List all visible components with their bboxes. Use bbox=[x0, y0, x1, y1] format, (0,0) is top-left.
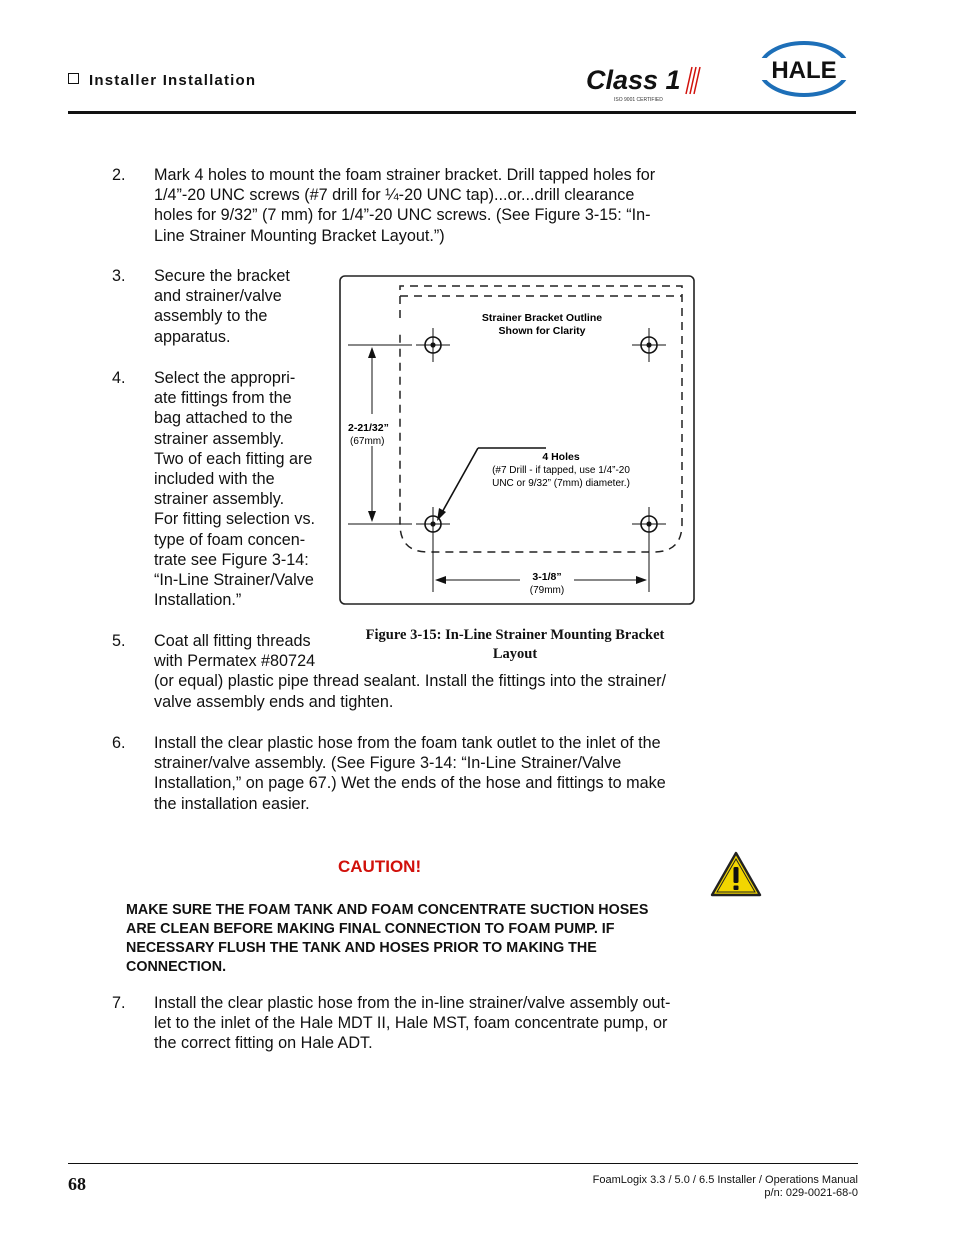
step-5: 5. Coat all fitting threads with Permatex #80724 (or equal) plastic pipe thread sealant. Install the fittings into the strainer/ valve assembly ends and tighten. bbox=[112, 632, 666, 711]
step-7: 7. Install the clear plastic hose from the in-line strainer/valve assembly out- let to the inlet of the Hale MDT II, Hale MST, foam concentrate pump, or the correct fitting on Hale ADT. bbox=[112, 994, 671, 1053]
holes-label-line-2: (#7 Drill - if tapped, use 1/4”-20 bbox=[492, 465, 630, 476]
class1-logo-stripes-icon bbox=[686, 67, 700, 94]
vertical-dim-imperial: 2-21/32” bbox=[348, 422, 389, 434]
step-2-text: Mark 4 holes to mount the foam strainer bracket. Drill tapped holes for 1/4”-20 UNC screws (#7 drill for ¼-20 UNC tap)...or...drill clearance holes for 9/32” (7 mm) for 1/4”-20 UNC screws. (See Figure 3-15: “In- Line Strainer Mounting Bracket Layout.”) bbox=[154, 166, 656, 245]
part-number: p/n: 029-0021-68-0 bbox=[764, 1187, 858, 1199]
class1-logo-text: Class 1 bbox=[586, 65, 681, 95]
hale-logo-text: HALE bbox=[771, 57, 837, 84]
header-rule bbox=[68, 111, 856, 114]
step-3: 3. Secure the bracket and strainer/valve assembly to the apparatus. bbox=[112, 267, 290, 346]
caution-title: CAUTION! bbox=[338, 857, 422, 876]
caution-text: MAKE SURE THE FOAM TANK AND FOAM CONCENTRATE SUCTION HOSES ARE CLEAN BEFORE MAKING FINAL CONNECTION TO FOAM PUMP. IF NECESSARY FLUSH THE TANK AND HOSES PRIOR TO MAKING THE CONNECTION. bbox=[126, 902, 649, 975]
page-number: 68 bbox=[68, 1174, 86, 1194]
horizontal-dim-imperial: 3-1/8” bbox=[532, 571, 562, 583]
step-3-text: Secure the bracket and strainer/valve assembly to the apparatus. bbox=[154, 267, 290, 346]
step-2: 2. Mark 4 holes to mount the foam strainer bracket. Drill tapped holes for 1/4”-20 UNC screws (#7 drill for ¼-20 UNC tap)...or...drill clearance holes for 9/32” (7 mm) for 1/4”-20 UNC screws. (See Figure 3-15: “In- Line Strainer Mounting Bracket Layout.”) bbox=[112, 166, 656, 245]
class1-logo bbox=[584, 60, 708, 104]
footer-rule bbox=[68, 1163, 858, 1164]
strainer-bracket-figure bbox=[338, 274, 696, 606]
figure-caption: Figure 3-15: In-Line Strainer Mounting Bracket Layout bbox=[365, 627, 665, 662]
outline-label-line-2: Shown for Clarity bbox=[498, 325, 586, 337]
step-6-text: Install the clear plastic hose from the foam tank outlet to the inlet of the strainer/valve assembly. (See Figure 3-14: “In-Line Strainer/Valve Installation,” on page 67.) Wet the ends of the hose and fittings to make the installation easier. bbox=[154, 734, 666, 813]
outline-label-line-1: Strainer Bracket Outline bbox=[481, 312, 603, 324]
holes-label-line-3: UNC or 9/32” (7mm) diameter.) bbox=[492, 478, 630, 489]
step-4-text: Select the appropri- ate fittings from the bag attached to the strainer assembly. Two of each fitting are included with the strainer assembly. For fitting selection vs. type of foam concen- trate see Figure 3-14: “In-Line Strainer/Valve Installation.” bbox=[154, 369, 316, 610]
step-4: 4. Select the appropri- ate fittings from the bag attached to the strainer assembly. Two of each fitting are included with the strainer assembly. For fitting selection vs. type of foam concen- trate see Figure 3-14: “In-Line Strainer/Valve Installation.” bbox=[112, 369, 316, 610]
checkbox-bullet-icon bbox=[68, 73, 79, 84]
holes-label-title: 4 Holes bbox=[542, 451, 580, 463]
vertical-dim-metric: (67mm) bbox=[350, 436, 385, 447]
warning-triangle-icon bbox=[709, 850, 763, 898]
manual-title: FoamLogix 3.3 / 5.0 / 6.5 Installer / Operations Manual bbox=[592, 1174, 858, 1186]
step-5-text: Coat all fitting threads with Permatex #80724 (or equal) plastic pipe thread sealant. Install the fittings into the strainer/ valve assembly ends and tighten. bbox=[154, 632, 666, 711]
footer-manual-info bbox=[593, 1174, 858, 1200]
section-title: Installer Installation bbox=[68, 72, 256, 89]
step-7-text: Install the clear plastic hose from the in-line strainer/valve assembly out- let to the inlet of the Hale MDT II, Hale MST, foam concentrate pump, or the correct fitting on Hale ADT. bbox=[154, 994, 671, 1053]
class1-cert-text: ISO 9001 CERTIFIED bbox=[614, 97, 663, 103]
step-6: 6. Install the clear plastic hose from the foam tank outlet to the inlet of the strainer/valve assembly. (See Figure 3-14: “In-Line Strainer/Valve Installation,” on page 67.) Wet the ends of the hose and fittings to make the installation easier. bbox=[112, 734, 666, 813]
horizontal-dim-metric: (79mm) bbox=[529, 585, 565, 596]
hale-logo bbox=[752, 38, 856, 102]
